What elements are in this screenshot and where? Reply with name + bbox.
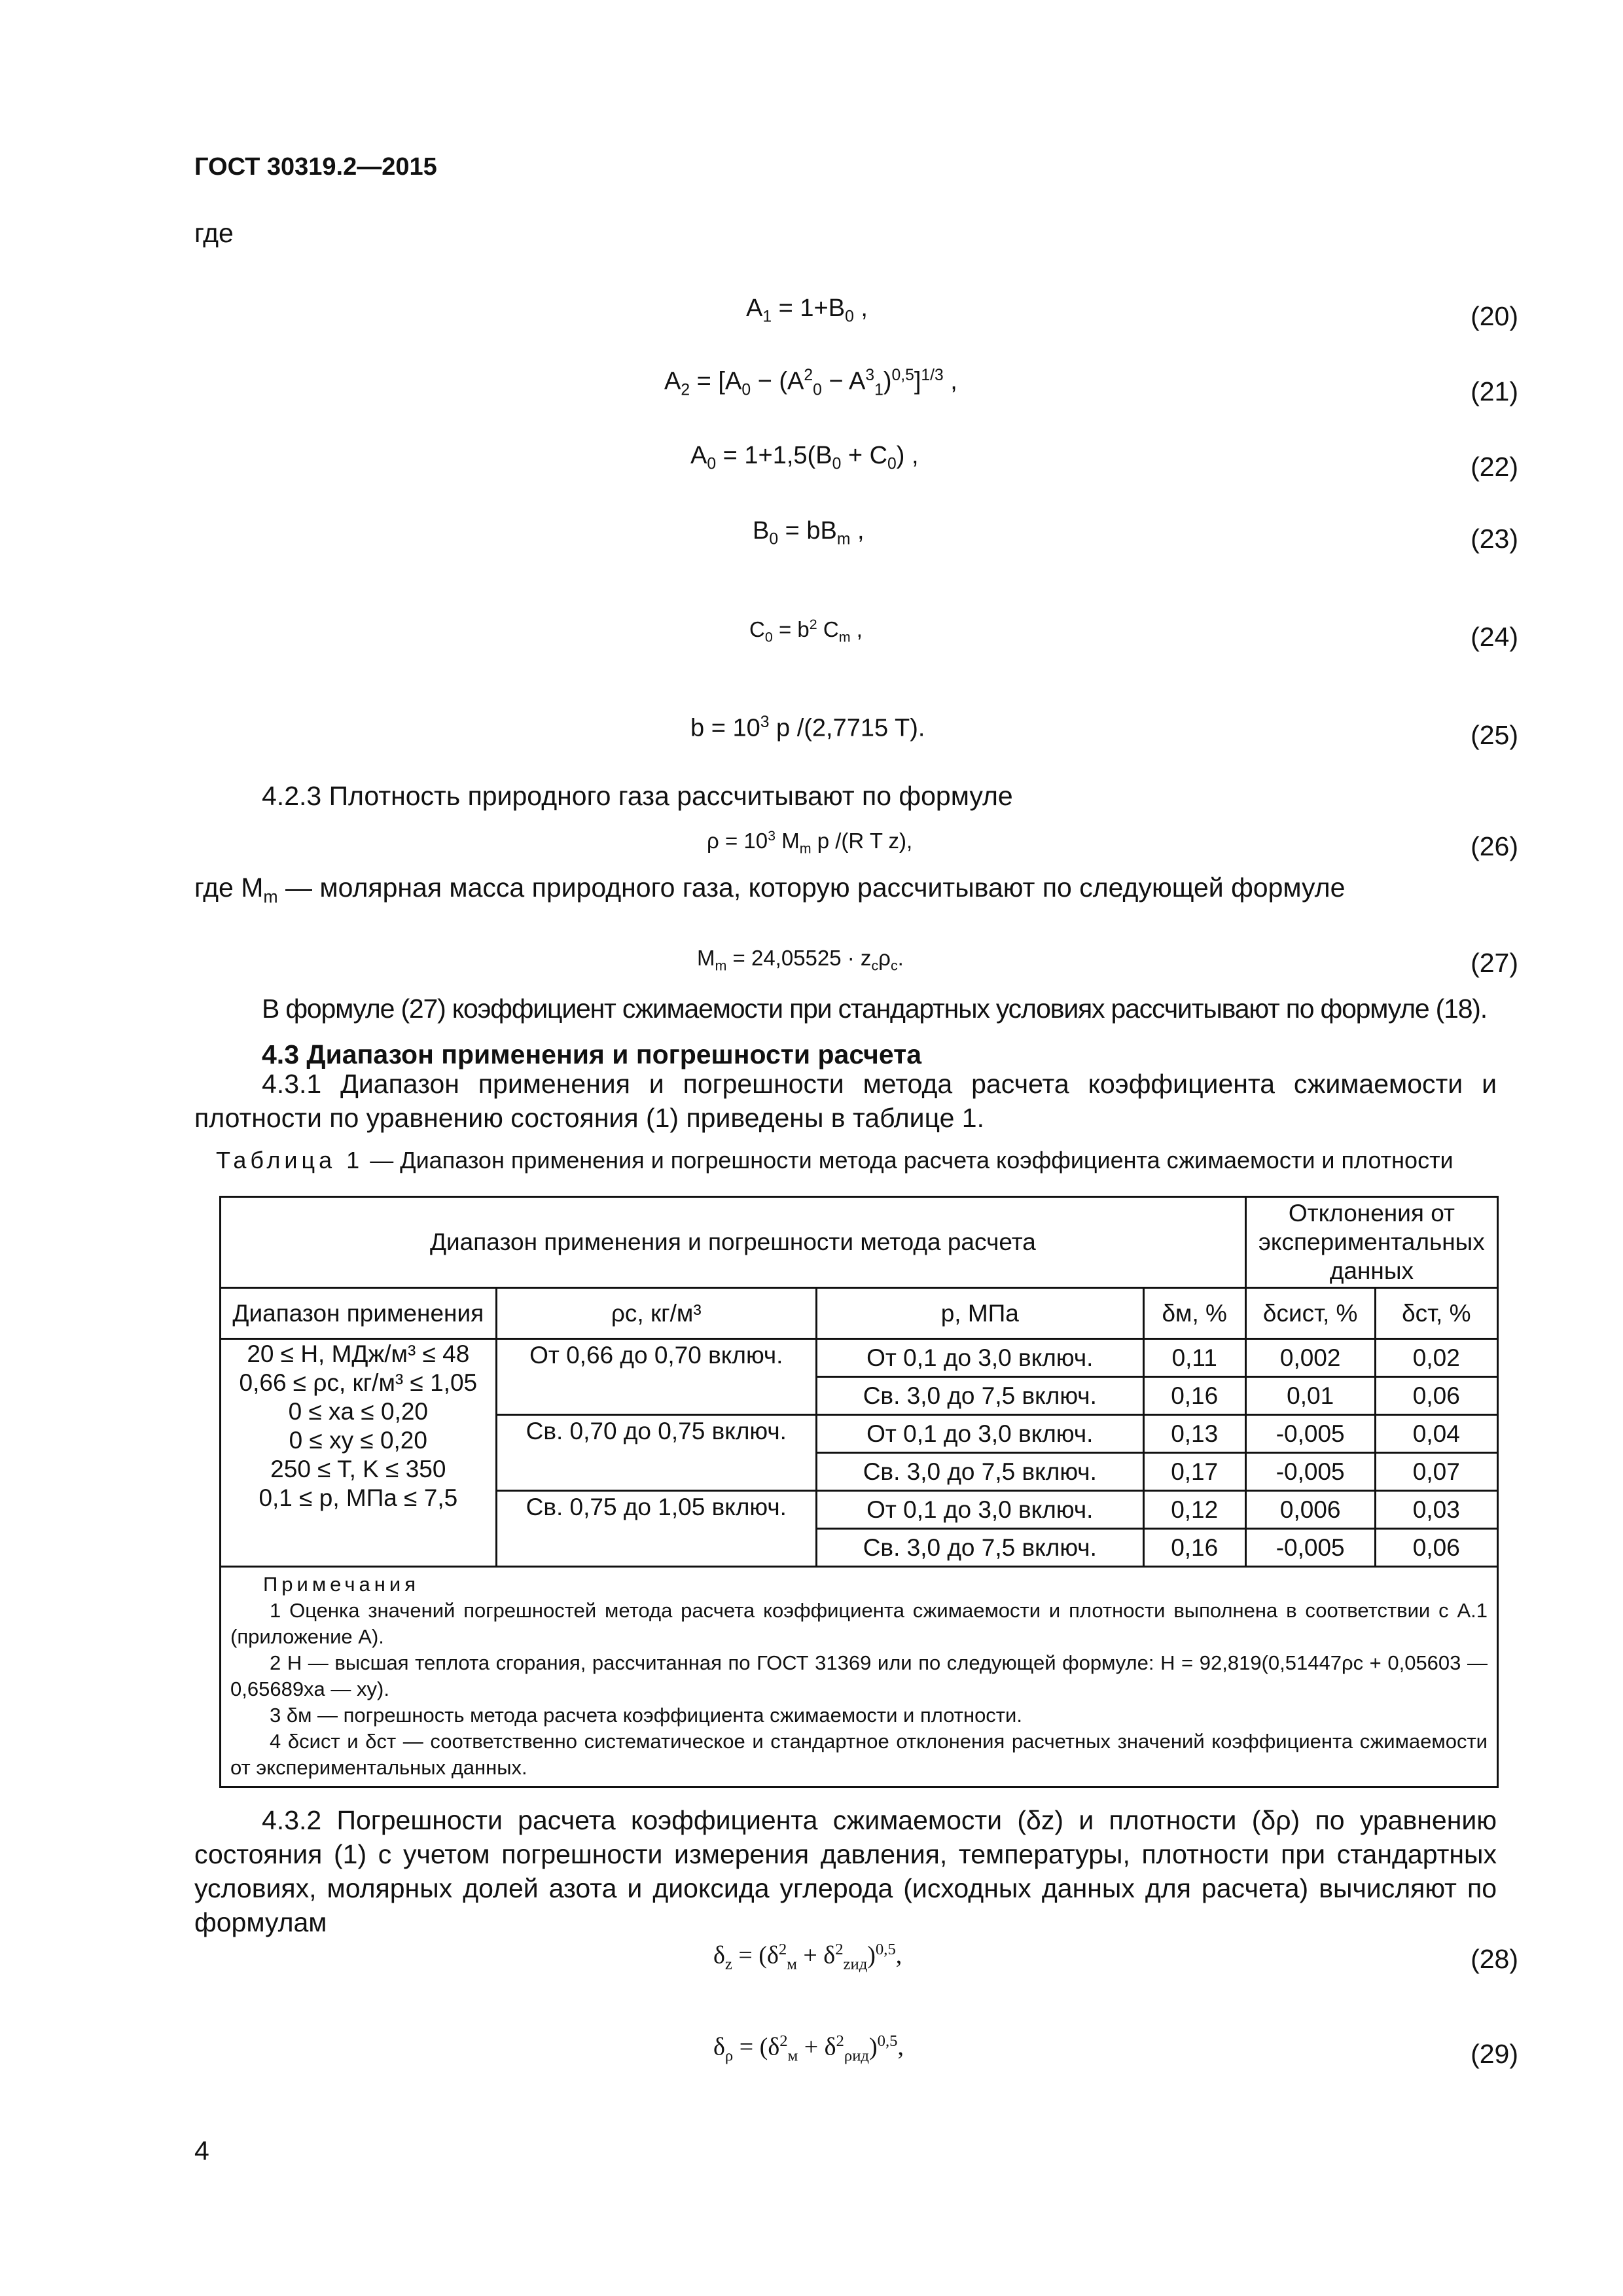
cell-delta-st: 0,06 — [1375, 1529, 1497, 1567]
cell-delta-st: 0,07 — [1375, 1453, 1497, 1491]
document-header: ГОСТ 30319.2—2015 — [194, 153, 437, 181]
note-2: 2 H — высшая теплота сгорания, рассчитанная по ГОСТ 31369 или по следующей формуле: H = 92,819(0,51447ρс + 0,05603 — 0,65689xа — xу). — [230, 1651, 1488, 1700]
table-head-deviations: Отклонения от экспериментальных данных — [1245, 1197, 1497, 1288]
equation-25: $b = 10^3$ p /(2,7715 T). — [690, 713, 925, 742]
rho-group: Св. 0,75 до 1,05 включ. — [496, 1491, 816, 1567]
note-1: 1 Оценка значений погрешностей метода расчета коэффициента сжимаемости и плотности выполнена в соответствии с А.1 (приложение А). — [230, 1599, 1488, 1648]
cell-delta-m: 0,13 — [1143, 1415, 1245, 1453]
equation-22-number: (22) — [1471, 452, 1518, 482]
table-head-main: Диапазон применения и погрешности метода расчета — [221, 1197, 1246, 1288]
col-header-rho: ρс, кг/м³ — [496, 1288, 816, 1339]
equation-28: $\delta_z = (\delta^2_м + \delta^2_{zид})^{0,5}$, — [713, 1941, 902, 1973]
section-4-3-heading: 4.3 Диапазон применения и погрешности расчета — [262, 1039, 922, 1069]
where-mm-text: где $M_m$ — молярная масса природного газа, которую рассчитывают по следующей формуле — [194, 872, 1346, 907]
equation-23: $B_0 = bB_m$ , — [753, 517, 865, 548]
paragraph-4-3-2: 4.3.2 Погрешности расчета коэффициента сжимаемости (δz) и плотности (δρ) по уравнению состояния (1) с учетом погрешности измерения давления, температуры, плотности при стандартных условиях, молярных долей азота и диоксида углерода (исходных данных для расчета) вычисляют по формулам — [194, 1805, 1497, 1937]
table-1 — [219, 1196, 1499, 1788]
cell-pressure: Св. 3,0 до 7,5 включ. — [816, 1453, 1143, 1491]
cell-delta-sist: -0,005 — [1245, 1529, 1375, 1567]
equation-22: $A_0 = 1+1,5(B_0 + C_0)$ , — [690, 442, 919, 473]
col-header-delta-st: δст, % — [1375, 1288, 1497, 1339]
table-notes — [221, 1567, 1498, 1787]
equation-23-number: (23) — [1471, 524, 1518, 554]
cell-pressure: Св. 3,0 до 7,5 включ. — [816, 1529, 1143, 1567]
equation-20-number: (20) — [1471, 301, 1518, 331]
cell-delta-m: 0,16 — [1143, 1377, 1245, 1415]
cell-delta-st: 0,03 — [1375, 1491, 1497, 1529]
equation-21: $A_2 = [A_0 - (A^2_0 - A^3_1)^{0,5}]^{1/3}$ , — [664, 367, 957, 399]
range-cell — [221, 1339, 497, 1567]
page-number: 4 — [194, 2136, 209, 2166]
rho-group: Св. 0,70 до 0,75 включ. — [496, 1415, 816, 1491]
cell-delta-m: 0,11 — [1143, 1339, 1245, 1377]
note-3: 3 δм — погрешность метода расчета коэффициента сжимаемости и плотности. — [270, 1704, 1022, 1727]
cell-delta-st: 0,02 — [1375, 1339, 1497, 1377]
range-line: 20 ≤ H, МДж/м³ ≤ 48 — [247, 1340, 470, 1367]
cell-delta-st: 0,04 — [1375, 1415, 1497, 1453]
equation-28-number: (28) — [1471, 1944, 1518, 1974]
range-line: 250 ≤ T, K ≤ 350 — [270, 1456, 446, 1482]
equation-24-number: (24) — [1471, 622, 1518, 652]
cell-delta-m: 0,17 — [1143, 1453, 1245, 1491]
cell-delta-m: 0,16 — [1143, 1529, 1245, 1567]
col-header-range: Диапазон применения — [221, 1288, 497, 1339]
equation-26-number: (26) — [1471, 831, 1518, 861]
equation-29: $\delta_\rho = (\delta^2_м + \delta^2_{\rho ид})^{0,5}$, — [713, 2032, 904, 2065]
paragraph-formula-27-note: В формуле (27) коэффициент сжимаемости при стандартных условиях рассчитывают по формуле (18). — [262, 994, 1487, 1024]
equation-25-number: (25) — [1471, 720, 1518, 750]
range-line: 0,66 ≤ ρс, кг/м³ ≤ 1,05 — [239, 1369, 478, 1396]
table-1-caption: Таблица 1 — Диапазон применения и погрешности метода расчета коэффициента сжимаемости и плотности — [216, 1147, 1454, 1174]
cell-pressure: От 0,1 до 3,0 включ. — [816, 1491, 1143, 1529]
col-header-delta-sist: δсист, % — [1245, 1288, 1375, 1339]
note-4: 4 δсист и δст — соответственно систематическое и стандартное отклонения расчетных значений коэффициента сжимаемости от экспериментальных данных. — [230, 1730, 1488, 1779]
equation-29-number: (29) — [1471, 2039, 1518, 2069]
cell-delta-m: 0,12 — [1143, 1491, 1245, 1529]
equation-27-number: (27) — [1471, 948, 1518, 978]
equation-26: $\rho = 10^3$ $M_m$ p /(R T z), — [707, 828, 913, 857]
equation-27: $M_m = 24,05525 \cdot z_c\rho_c$. — [697, 946, 904, 974]
paragraph-4-3-1: 4.3.1 Диапазон применения и погрешности метода расчета коэффициента сжимаемости и плотности по уравнению состояния (1) приведены в таблице 1. — [194, 1069, 1497, 1133]
cell-delta-sist: 0,002 — [1245, 1339, 1375, 1377]
where-label: где — [194, 218, 234, 248]
col-header-pressure: p, МПа — [816, 1288, 1143, 1339]
paragraph-4-2-3: 4.2.3 Плотность природного газа рассчитывают по формуле — [262, 781, 1013, 811]
cell-pressure: От 0,1 до 3,0 включ. — [816, 1415, 1143, 1453]
cell-delta-st: 0,06 — [1375, 1377, 1497, 1415]
cell-delta-sist: -0,005 — [1245, 1415, 1375, 1453]
range-line: 0,1 ≤ p, МПа ≤ 7,5 — [259, 1484, 458, 1511]
cell-delta-sist: 0,01 — [1245, 1377, 1375, 1415]
cell-pressure: От 0,1 до 3,0 включ. — [816, 1339, 1143, 1377]
cell-pressure: Св. 3,0 до 7,5 включ. — [816, 1377, 1143, 1415]
table-row — [221, 1339, 1498, 1377]
cell-delta-sist: 0,006 — [1245, 1491, 1375, 1529]
equation-21-number: (21) — [1471, 376, 1518, 406]
rho-group: От 0,66 до 0,70 включ. — [496, 1339, 816, 1415]
equation-20: $A_1 = 1+B_0$ , — [746, 295, 868, 326]
cell-delta-sist: -0,005 — [1245, 1453, 1375, 1491]
equation-24: $C_0 = b^2$ $C_m$ , — [749, 617, 863, 645]
range-line: 0 ≤ xу ≤ 0,20 — [289, 1427, 427, 1454]
col-header-delta-m: δм, % — [1143, 1288, 1245, 1339]
range-line: 0 ≤ xа ≤ 0,20 — [288, 1398, 429, 1425]
notes-title: Примечания — [263, 1573, 419, 1596]
